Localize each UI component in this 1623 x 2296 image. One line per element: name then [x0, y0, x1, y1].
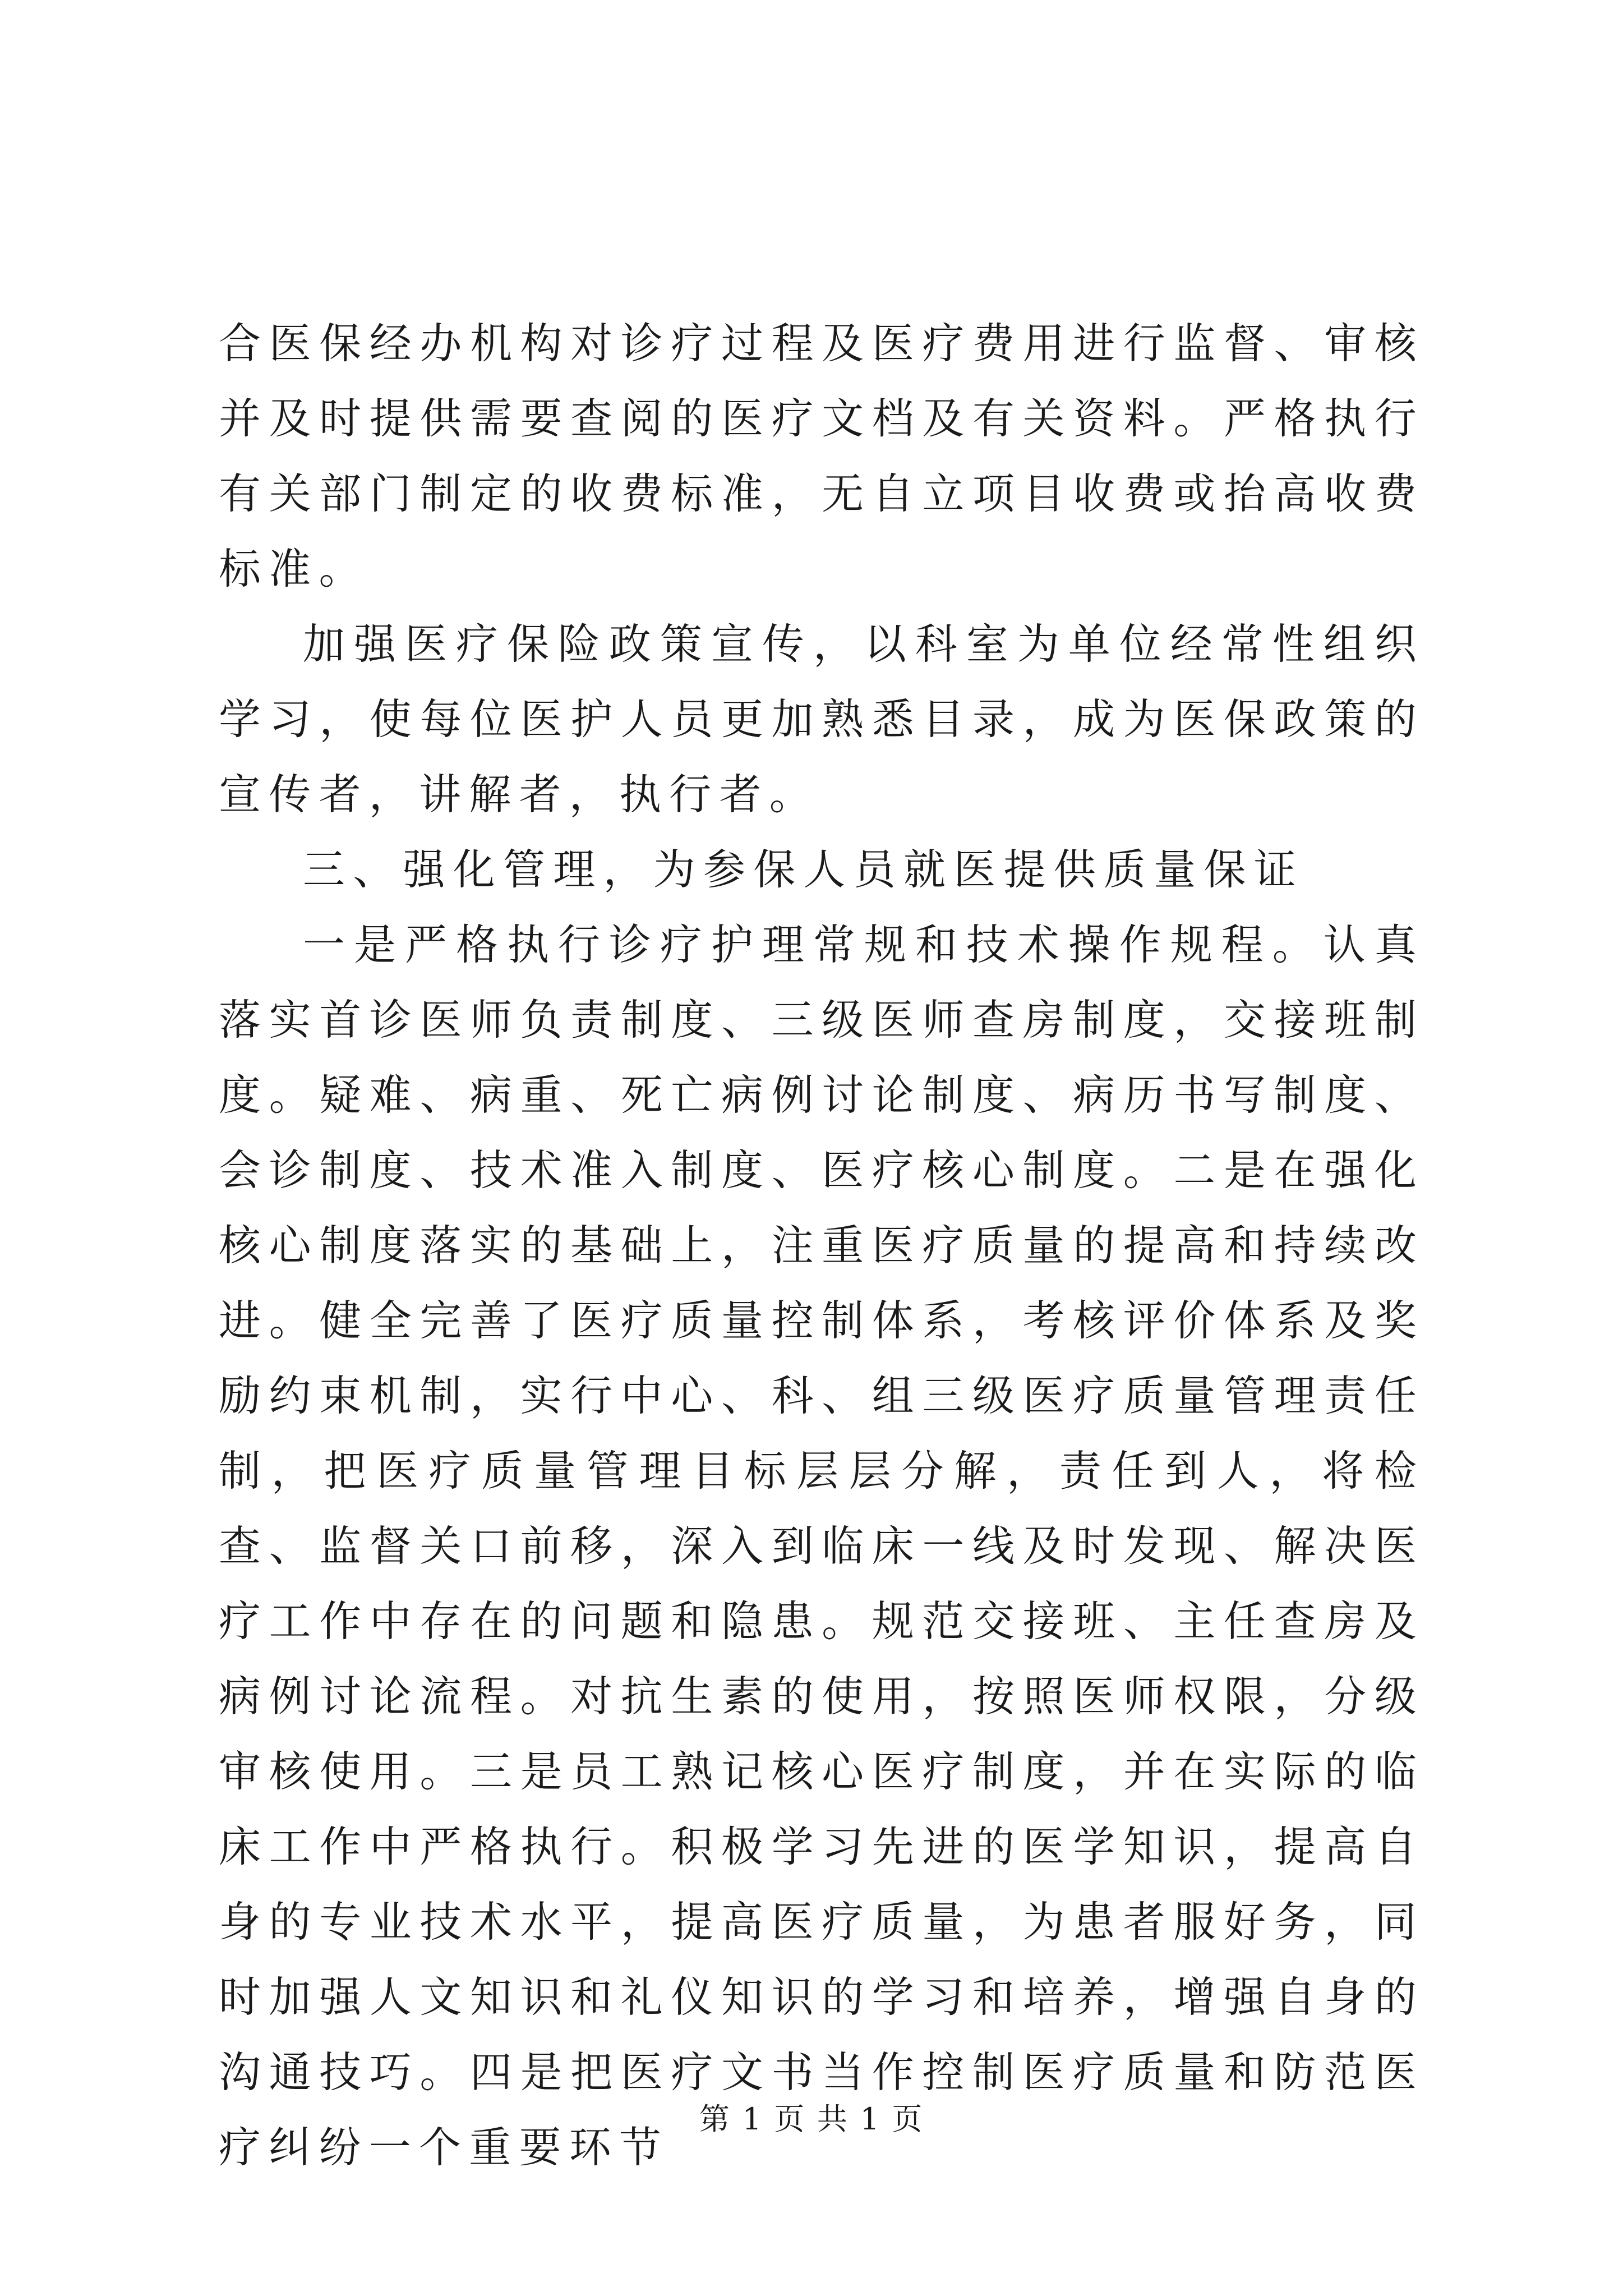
document-body	[219, 306, 1424, 2185]
paragraph-continuation: 合医保经办机构对诊疗过程及医疗费用进行监督、审核并及时提供需要查阅的医疗文档及有关资料。严格执行有关部门制定的收费标准，无自立项目收费或抬高收费标准。	[219, 319, 1424, 593]
section-heading: 三、强化管理，为参保人员就医提供质量保证	[303, 845, 1304, 894]
page-footer: 第 1 页 共 1 页	[699, 2101, 924, 2137]
paragraph-policy-publicity: 加强医疗保险政策宣传，以科室为单位经常性组织学习，使每位医护人员更加熟悉目录，成为医保政策的宣传者，讲解者，执行者。	[219, 619, 1424, 819]
paragraph-quality-management: 一是严格执行诊疗护理常规和技术操作规程。认真落实首诊医师负责制度、三级医师查房制度，交接班制度。疑难、病重、死亡病例讨论制度、病历书写制度、会诊制度、技术准入制度、医疗核心制度。二是在强化核心制度落实的基础上，注重医疗质量的提高和持续改进。健全完善了医疗质量控制体系，考核评价体系及奖励约束机制，实行中心、科、组三级医疗质量管理责任制，把医疗质量管理目标层层分解，责任到人，将检查、监督关口前移，深入到临床一线及时发现、解决医疗工作中存在的问题和隐患。规范交接班、主任查房及病例讨论流程。对抗生素的使用，按照医师权限，分级审核使用。三是员工熟记核心医疗制度，并在实际的临床工作中严格执行。积极学习先进的医学知识，提高自身的专业技术水平，提高医疗质量，为患者服好务，同时加强人文知识和礼仪知识的学习和培养，增强自身的沟通技巧。四是把医疗文书当作控制医疗质量和防范医疗纠纷一个重要环节	[219, 920, 1424, 2172]
